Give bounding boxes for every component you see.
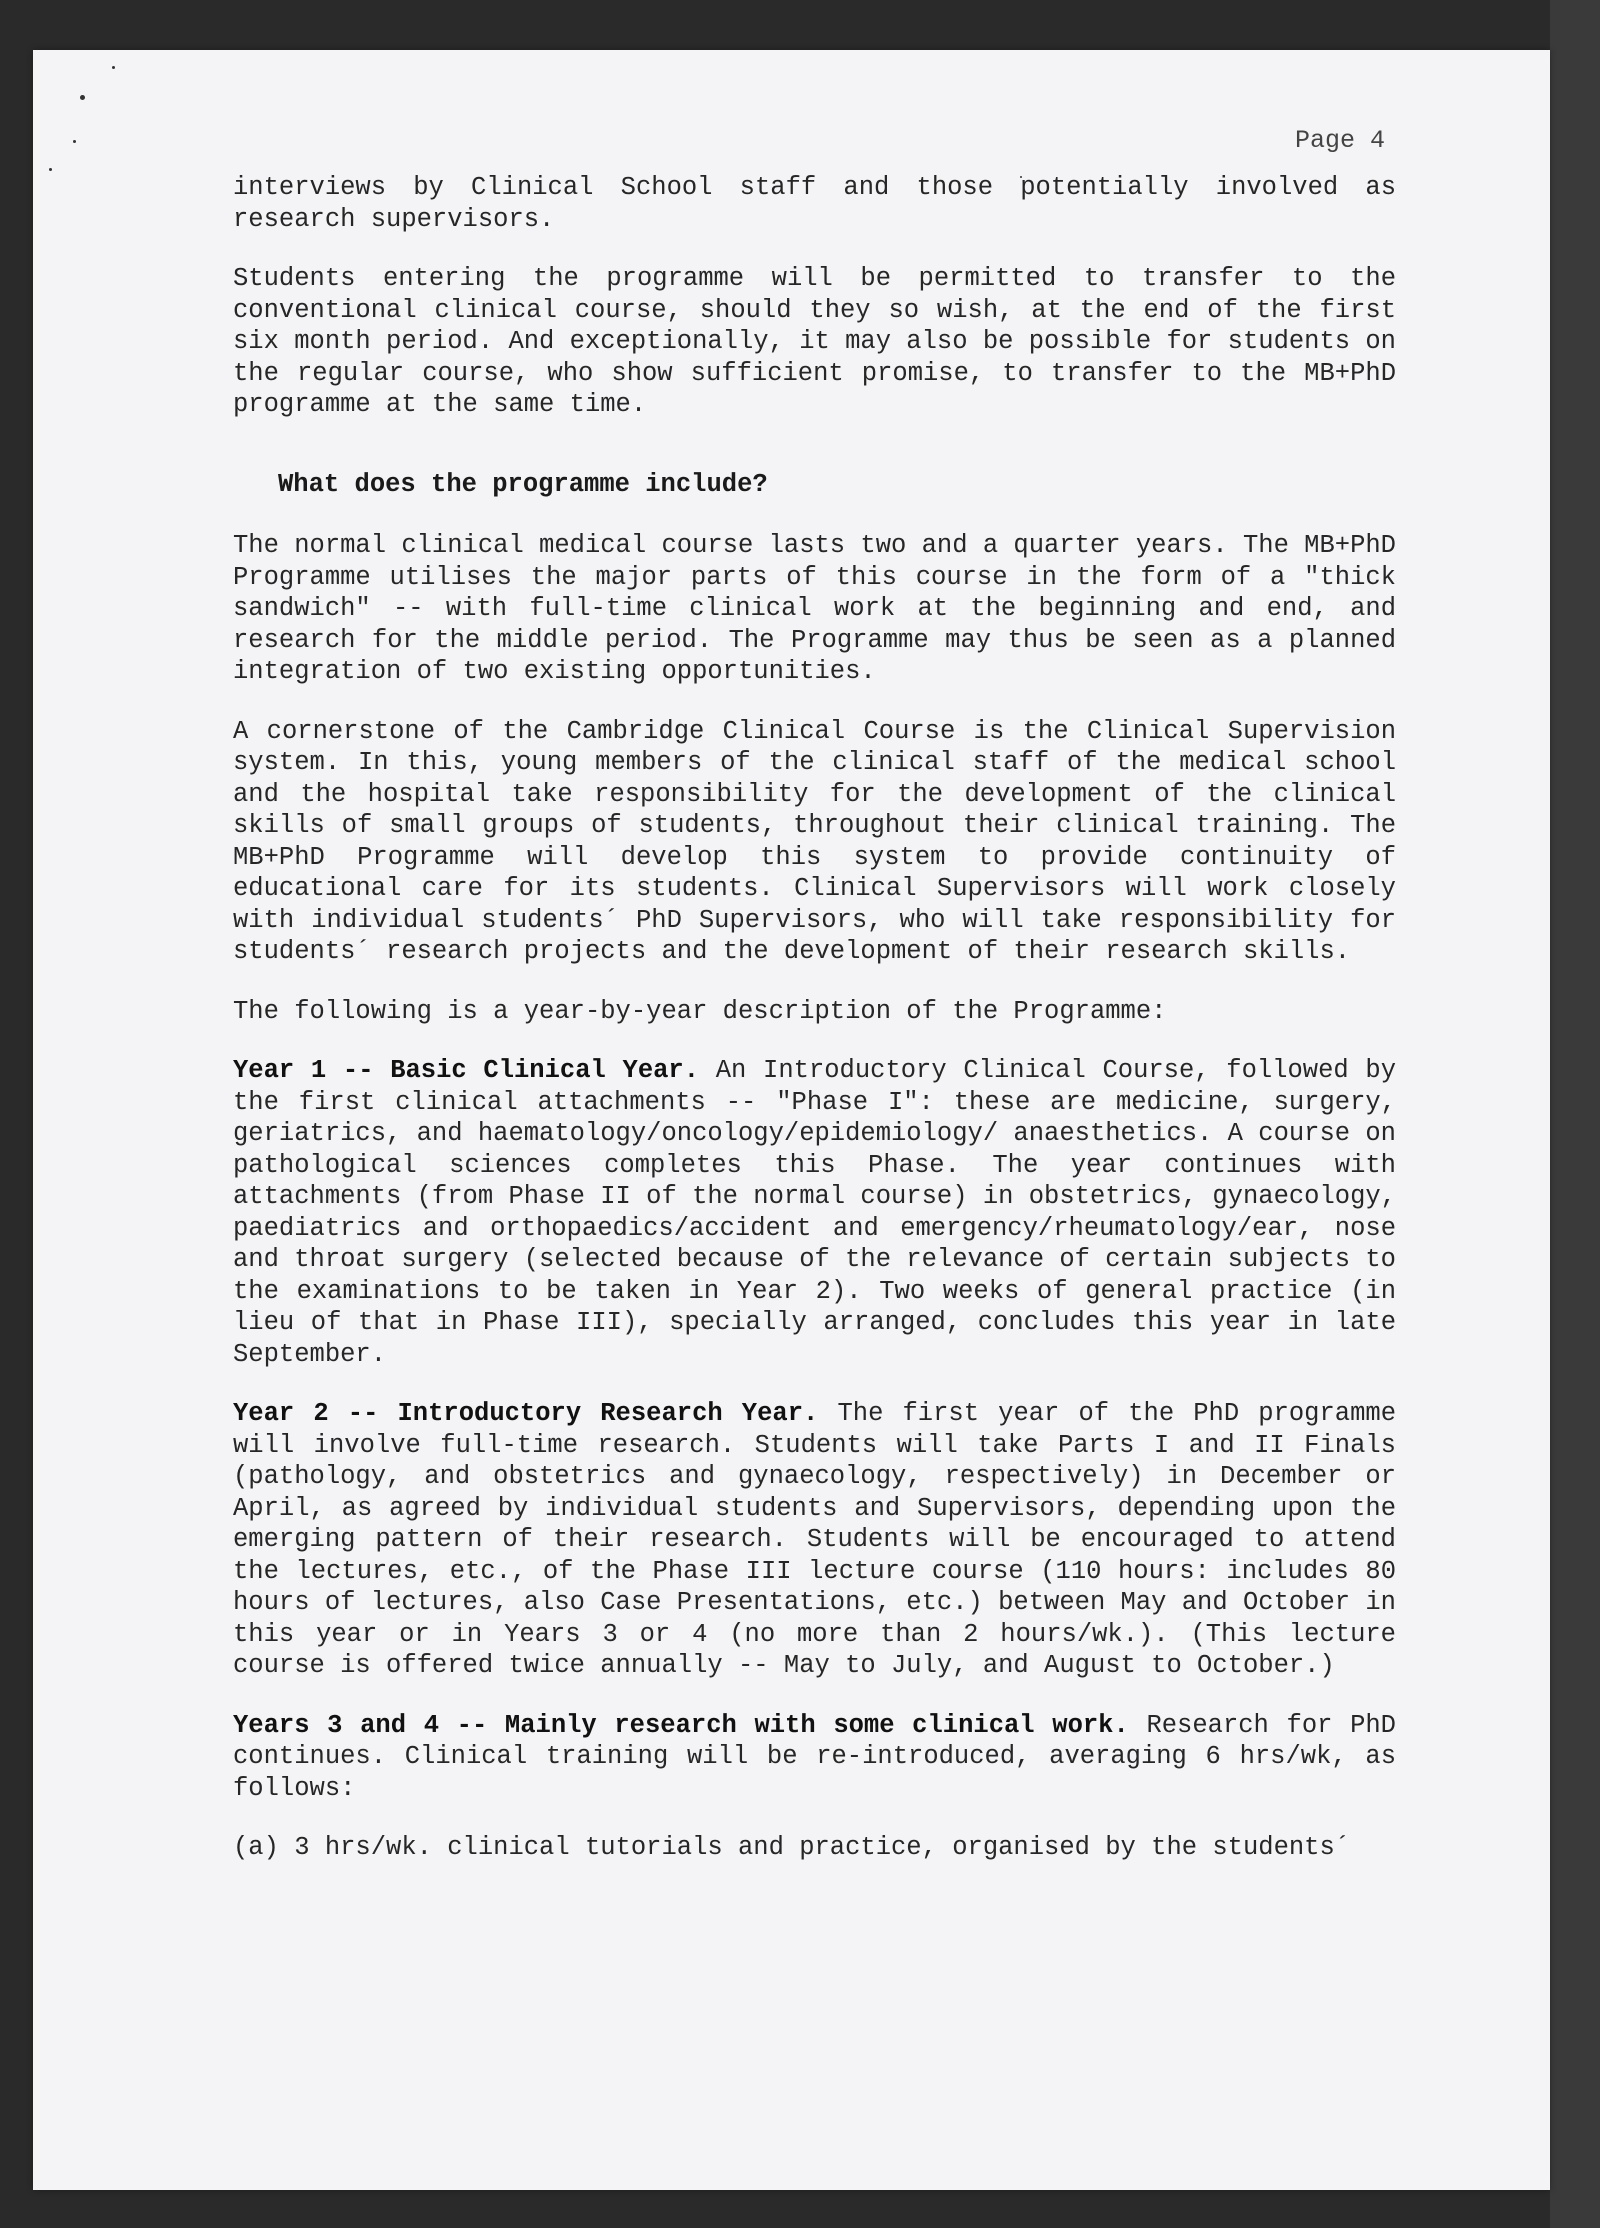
scan-speck bbox=[80, 95, 85, 100]
scan-backdrop bbox=[1550, 0, 1600, 2228]
paragraph-years-3-4 bbox=[233, 1710, 1396, 1805]
paragraph-year-1 bbox=[233, 1055, 1396, 1370]
years-3-4-body: Research for PhD continues. Clinical training will be re-introduced, averaging 6 hrs/wk, as follows: bbox=[233, 1710, 1396, 1803]
paragraph-year-intro: The following is a year-by-year description of the Programme: bbox=[233, 996, 1167, 1026]
scan-speck bbox=[49, 168, 52, 171]
list-item-a: (a) 3 hrs/wk. clinical tutorials and practice, organised by the students´ bbox=[233, 1833, 1351, 1862]
scan-speck bbox=[73, 140, 76, 143]
year-2-body: The first year of the PhD programme will involve full-time research. Students will take Parts I and II Finals (pathology, and obstetrics and gynaecology, respectively) in December or April, as agreed by individual students and Supervisors, depending upon the emerging pattern of their research. Students will be encouraged to attend the lectures, etc., of the Phase III lecture course (110 hours: includes 80 hours of lectures, also Case Presentations, etc.) between May and October in this year or in Years 3 or 4 (no more than 2 hours/wk.). (This lecture course is offered twice annually -- May to July, and August to October.) bbox=[233, 1399, 1397, 1680]
document-body bbox=[233, 172, 1396, 1892]
year-1-body: An Introductory Clinical Course, followed by the first clinical attachments -- "Phase I": these are medicine, surgery, geriatrics, and haematology/oncology/epidemiology/ anaesthetics. A course on pathological sciences completes this Phase. The year continues with attachments (from Phase II of the normal course) in obstetrics, gynaecology, paediatrics and orthopaedics/accident and emergency/rheumatology/ear, nose and throat surgery (selected because of the relevance of certain subjects to the examinations to be taken in Year 2). Two weeks of general practice (in lieu of that in Phase III), specially arranged, concludes this year in late September. bbox=[233, 1056, 1396, 1369]
paragraph-year-2 bbox=[233, 1398, 1396, 1682]
paragraph-interviews: interviews by Clinical School staff and those potentially involved as research supervisors. bbox=[233, 173, 1396, 234]
paragraph-transfer: Students entering the programme will be permitted to transfer to the conventional clinical course, should they so wish, at the end of the first six month period. And exceptionally, it may also be possible for students on the regular course, who show sufficient promise, to transfer to the MB+PhD programme at the same time. bbox=[233, 264, 1396, 419]
year-2-title: Year 2 -- Introductory Research Year. bbox=[233, 1399, 819, 1428]
paragraph-normal-course: The normal clinical medical course lasts two and a quarter years. The MB+PhD Programme utilises the major parts of this course in the form of a "thick sandwich" -- with full-time clinical work at the beginning and end, and research for the middle period. The Programme may thus be seen as a planned integration of two existing opportunities. bbox=[233, 531, 1396, 686]
year-1-title: Year 1 -- Basic Clinical Year. bbox=[233, 1056, 700, 1085]
page-number: Page 4 bbox=[1295, 126, 1386, 155]
section-heading: What does the programme include? bbox=[278, 469, 768, 499]
paragraph-supervision: A cornerstone of the Cambridge Clinical Course is the Clinical Supervision system. In this, young members of the clinical staff of the medical school and the hospital take responsibility for the development of the clinical skills of small groups of students, throughout their clinical training. The MB+PhD Programme will develop this system to provide continuity of educational care for its students. Clinical Supervisors will work closely with individual students´ PhD Supervisors, who will take responsibility for students´ research projects and the development of their research skills. bbox=[233, 716, 1396, 966]
scan-speck bbox=[112, 66, 115, 69]
years-3-4-title: Years 3 and 4 -- Mainly research with some clinical work. bbox=[233, 1710, 1129, 1740]
